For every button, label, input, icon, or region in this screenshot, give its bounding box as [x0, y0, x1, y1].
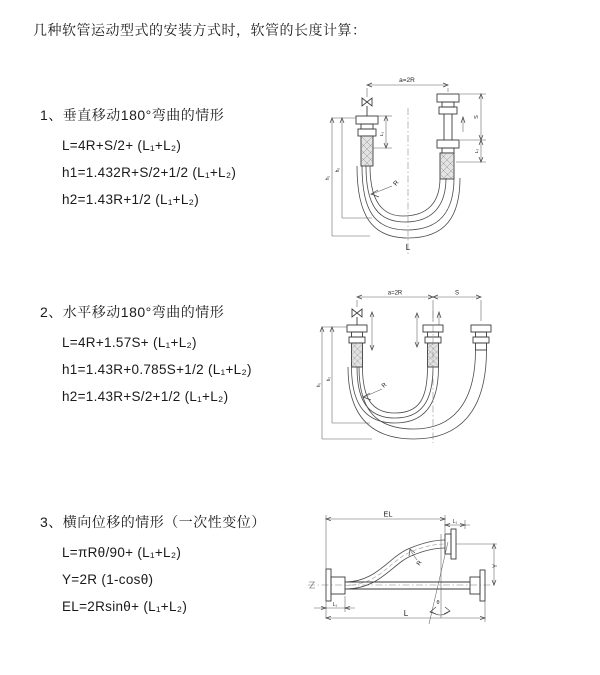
- left-pipe-flange: [356, 116, 378, 166]
- valve-icon: [362, 98, 372, 106]
- d3-dim-theta: θ: [436, 600, 440, 606]
- right-pipe-flange: [437, 94, 459, 179]
- hose-curves: [348, 350, 487, 439]
- d3-dim-y: Y: [493, 563, 499, 569]
- d2-dim-h1: h₁: [316, 382, 321, 388]
- section-lateral-displacement: [40, 512, 266, 620]
- d2-dim-r: R: [381, 382, 389, 390]
- formula-line: h1=1.432R+S/2+1/2 (L₁+L₂): [62, 165, 237, 180]
- formula-line: L=4R+1.57S+ (L₁+L₂): [62, 335, 197, 350]
- d1-dim-r: R: [392, 179, 401, 188]
- formula-line: EL=2Rsinθ+ (L₁+L₂): [62, 599, 188, 614]
- d1-dim-l: L: [405, 243, 411, 252]
- formula-line: h2=1.43R+1/2 (L₁+L₂): [62, 192, 200, 207]
- diagram-lateral-displacement: [298, 500, 600, 650]
- d3-dim-l1-top: L₁: [452, 519, 458, 525]
- formula-line: Y=2R (1-cosθ): [62, 572, 154, 587]
- right-flange: [470, 570, 485, 601]
- d1-dim-h1: h₁: [325, 175, 331, 181]
- diagram-vertical-move-180: [310, 70, 590, 260]
- left-pipe-flange: [347, 325, 367, 367]
- d3-dim-l1-bottom: L₁: [332, 602, 338, 608]
- d2-dim-h2: h₂: [326, 376, 331, 382]
- d1-dim-a2r: a=2R: [399, 77, 415, 84]
- page-title: 几种软管运动型式的安装方式时，软管的长度计算：: [33, 22, 367, 38]
- formula-line: h2=1.43R+S/2+1/2 (L₁+L₂): [62, 389, 229, 404]
- section-2-heading: 2、水平移动180°弯曲的情形: [40, 304, 225, 320]
- d3-dim-r: R: [416, 560, 424, 568]
- hose-straight: [345, 582, 470, 589]
- formula-line: L=4R+S/2+ (L₁+L₂): [62, 138, 182, 153]
- section-horizontal-move: [40, 302, 252, 410]
- d1-dim-h2: h₂: [335, 167, 341, 173]
- d1-dim-s: S: [474, 115, 480, 119]
- d1-dim-l1: L₁: [380, 131, 385, 137]
- formula-line: h1=1.43R+0.785S+1/2 (L₁+L₂): [62, 362, 252, 377]
- upper-flange: [445, 529, 456, 559]
- section-1-heading: 1、垂直移动180°弯曲的情形: [40, 107, 225, 123]
- diagram-horizontal-move-180: [310, 283, 590, 463]
- formula-line: L=πRθ/90+ (L₁+L₂): [62, 545, 182, 560]
- d2-dim-a2r: a=2R: [387, 290, 403, 297]
- d1-dim-l2: L₂: [475, 148, 480, 154]
- d2-dim-s: S: [454, 290, 460, 297]
- section-vertical-move: [40, 105, 236, 213]
- d3-dim-l: L: [403, 609, 409, 618]
- section-3-heading: 3、横向位移的情形（一次性变位）: [40, 514, 266, 530]
- valve-icon: [352, 309, 362, 317]
- right-pipe-flange: [471, 325, 491, 350]
- d3-dim-el: EL: [383, 509, 393, 519]
